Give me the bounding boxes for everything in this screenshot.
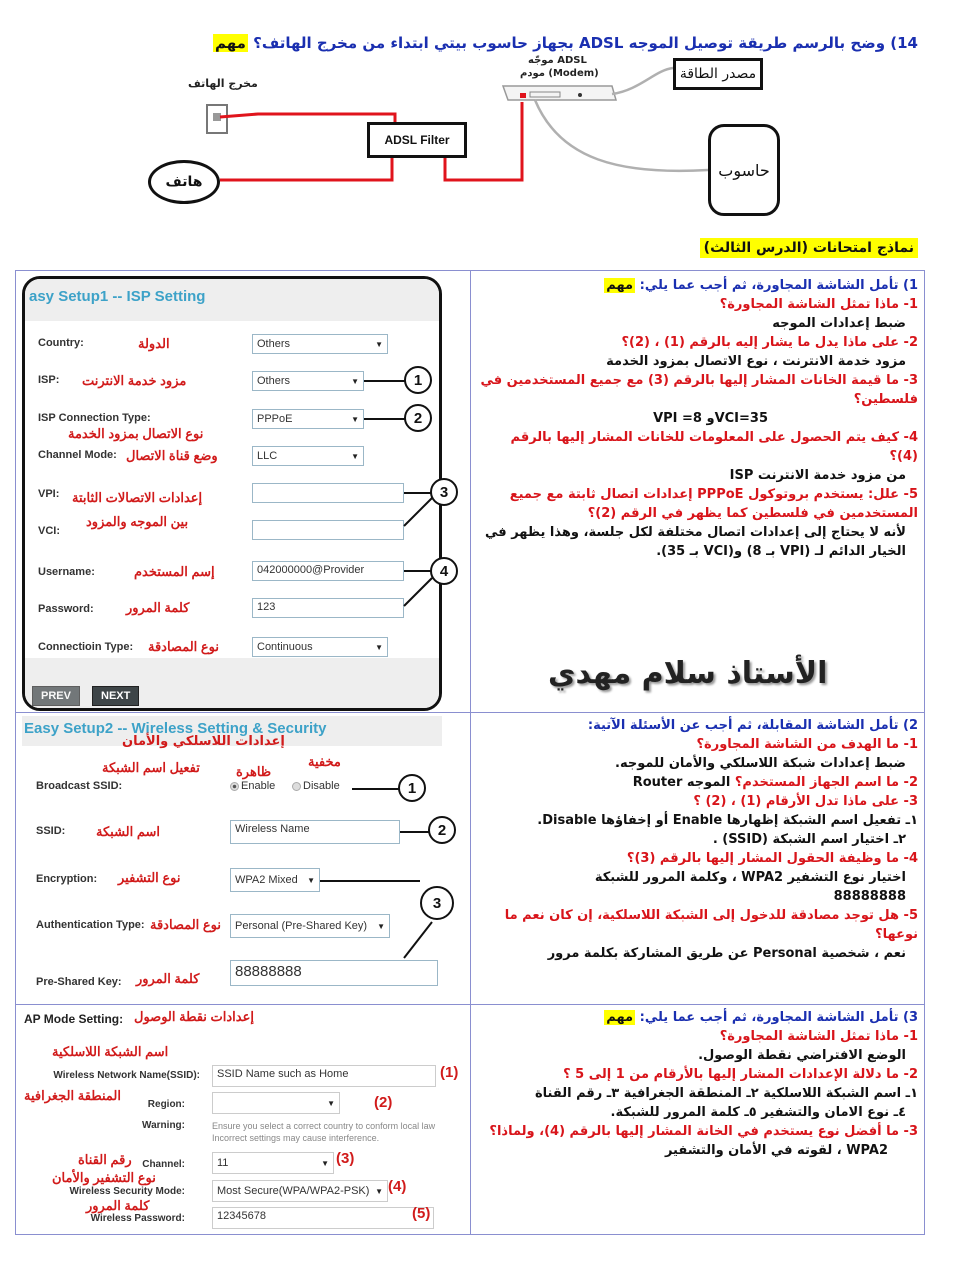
answer: ١ـ تفعيل اسم الشبكة إظهارها Enable أو إخفاؤها Disable. [537,813,918,828]
sub-question: 1- ما الهدف من الشاشة المجاورة؟ [696,737,918,752]
vci-input[interactable] [252,520,404,540]
callout-4: (4) [388,1178,407,1195]
password-label: Password: [38,603,94,615]
conn-type-select[interactable]: PPPoE ▼ [252,409,364,429]
password-input[interactable]: 123 [252,598,404,618]
disable-radio[interactable]: Disable [292,780,340,792]
broadcast-ar-label: تفعيل اسم الشبكة [102,760,200,775]
chevron-down-icon: ▼ [307,875,315,885]
encryption-ar-label: نوع التشفير [118,870,181,885]
channel-label: Channel: [142,1159,185,1170]
wall-outlet-label: مخرج الهاتف [188,77,258,90]
important-badge: مهم [214,34,246,52]
callout-3: 3 [430,478,458,506]
security-mode-label: Wireless Security Mode: [69,1186,185,1197]
password-ar-label: كلمة المرور [86,1198,150,1213]
channel-mode-select[interactable]: LLC ▼ [252,446,364,466]
isp-setting-fields [22,276,449,711]
conn-type-label: ISP Connection Type: [38,412,151,424]
connection-type-select[interactable]: Continuous ▼ [252,637,388,657]
channel-ar-label: رقم القناة [78,1152,132,1167]
ap-mode-ar-title: إعدادات نقطة الوصول [134,1009,254,1024]
answer: ضبط إعدادات الموجه [772,316,906,331]
answer: لأنه لا يحتاج إلى إعدادات اتصال مختلفة لكل جلسة، وهذا يظهر في الخيار الدائم لـ (VPI بـ 8) و(VCI بـ 35). [485,525,906,559]
isp-ar-label: مزود خدمة الانترنت [82,373,187,388]
connection-type-ar-label: نوع المصادقة [148,639,219,654]
answer: نعم ، شخصية Personal عن طريق المشاركة بكلمة مرور [547,946,906,961]
ssid-label: Wireless Network Name(SSID): [53,1070,200,1081]
region-label: Region: [147,1099,185,1110]
vci-label: VCI: [38,525,60,537]
vpi-input[interactable] [252,483,404,503]
psk-input[interactable]: 88888888 [230,960,438,986]
sub-question: 3- ما قيمة الخانات المشار إليها بالرقم (3) مع جميع المستخدمين في فلسطين؟ [480,373,918,407]
modem-label-2: مودم (Modem) [520,68,599,79]
ssid-input[interactable]: SSID Name such as Home [212,1065,436,1087]
sub-question: 2- ما اسم الجهاز المستخدم؟ الموجه Router [632,775,918,790]
radio-checked-icon [230,782,239,791]
auth-type-ar-label: نوع المصادقة [150,917,221,932]
table-row-divider [15,1004,925,1005]
chevron-down-icon: ▼ [321,1158,329,1168]
sub-question: 2- على ماذا يدل ما يشار إليه بالرقم (1) ، (2)؟ [621,335,918,350]
security-mode-select[interactable]: Most Secure(WPA/WPA2-PSK) ▼ [212,1180,388,1202]
ap-mode-screen [22,1008,466,1233]
wireless-password-input[interactable]: 12345678 [212,1207,434,1229]
callout-2: 2 [404,404,432,432]
enable-radio[interactable]: Enable [230,780,275,792]
ssid-input[interactable]: Wireless Name [230,820,400,844]
callout-4: 4 [430,557,458,585]
warning-text: Ensure you select a correct country to conform local law Incorrect settings may cause interference. [212,1121,436,1143]
answer: من مزود خدمة الانترنت ISP [729,468,906,483]
section-title: نماذج امتحانات (الدرس الثالث) [700,238,918,258]
modem-label-1: موجّه ADSL [528,55,587,66]
sub-question: 1- ماذا تمثل الشاشة المجاورة؟ [719,297,918,312]
answer: ٢ـ اختيار اسم الشبكة (SSID) . [712,832,906,847]
disable-ar-label: مخفية [308,754,341,769]
answer: مزود خدمة الانترنت ، نوع الاتصال بمزود الخدمة [606,354,906,369]
answer: اختيار نوع التشفير WPA2 ، وكلمة المرور للشبكة [594,870,906,885]
chevron-down-icon: ▼ [377,921,385,931]
prev-button[interactable]: PREV [32,686,80,706]
question-14-text: 14) وضح بالرسم طريقة توصيل الموجه ADSL بجهاز حاسوب بيتي ابتداء من مخرج الهاتف؟ [253,34,918,52]
username-input[interactable]: 042000000@Provider [252,561,404,581]
chevron-down-icon: ▼ [327,1098,335,1108]
isp-select[interactable]: Others ▼ [252,371,364,391]
channel-mode-ar-label: وضع قناة الاتصال [126,448,218,463]
region-select[interactable] [212,1092,340,1114]
question-intro: 3) تأمل الشاشة المجاورة، ثم أجب عما يلي: مهم [606,1010,918,1025]
country-label: Country: [38,337,84,349]
sub-question: 2- ما دلالة الإعدادات المشار إليها بالأرقام من 1 إلى 5 ؟ [563,1067,918,1082]
question-1-block [478,276,918,561]
username-ar-label: إسم المستخدم [134,564,215,579]
phone-circle: هاتف [148,160,220,204]
chevron-down-icon: ▼ [375,1186,383,1196]
important-badge: مهم [606,1010,634,1025]
screen-title: asy Setup1 -- ISP Setting [25,279,439,321]
vpi-vci-ar-label-2: بين الموجه والمزود [86,514,189,529]
callout-2: (2) [374,1094,393,1111]
wireless-setting-ar-title: إعدادات اللاسلكي والأمان [122,734,285,749]
answer: VPI =8 وVCI=35 [653,411,768,426]
auth-type-label: Authentication Type: [36,919,145,931]
security-ar-label: نوع التشفير والأمان [52,1170,156,1185]
answer: ٤ـ نوع الامان والتشفير ٥ـ كلمة المرور للشبكة. [610,1105,906,1120]
country-select[interactable]: Others ▼ [252,334,388,354]
important-badge: مهم [606,278,634,293]
sub-question: 4- كيف يتم الحصول على المعلومات للخانات المشار إليها بالرقم (4)؟ [510,430,918,464]
password-ar-label: كلمة المرور [126,600,190,615]
callout-3: 3 [420,886,454,920]
broadcast-ssid-label: Broadcast SSID: [36,780,123,792]
chevron-down-icon: ▼ [351,451,359,461]
encryption-select[interactable]: WPA2 Mixed ▼ [230,868,320,892]
chevron-down-icon: ▼ [351,376,359,386]
chevron-down-icon: ▼ [375,339,383,349]
region-ar-label: المنطقة الجغرافية [24,1088,121,1103]
conn-type-ar-label: نوع الاتصال بمزود الخدمة [68,426,204,441]
teacher-name: الأستاذ سلام مهدي [548,656,828,691]
sub-question: 3- على ماذا تدل الأرقام (1) ، (2) ؟ [693,794,918,809]
answer: ضبط إعدادات شبكة اللاسلكي والأمان للموجه. [615,756,906,771]
enable-ar-label: ظاهرة [236,764,272,779]
wireless-setting-title: Easy Setup2 -- Wireless Setting & Security [22,716,442,746]
callout-3: (3) [336,1150,355,1167]
sub-question: 5- هل توجد مصادقة للدخول إلى الشبكة اللاسلكية، إن كان نعم ما نوعها؟ [504,908,918,942]
radio-unchecked-icon [292,782,301,791]
answer: ١ـ اسم الشبكة اللاسلكية ٢ـ المنطقة الجغرافية ٣ـ رقم القناة [535,1086,918,1101]
channel-select[interactable]: 11 ▼ [212,1152,334,1174]
isp-label: ISP: [38,374,60,386]
callout-line-icon [402,920,442,960]
adsl-connection-diagram [0,50,960,230]
chevron-down-icon: ▼ [351,414,359,424]
auth-type-select[interactable]: Personal (Pre-Shared Key) ▼ [230,914,390,938]
vpi-label: VPI: [38,488,60,500]
ssid-ar-label: اسم الشبكة [96,824,161,839]
vpi-vci-ar-label-1: إعدادات الاتصالات الثابتة [72,490,203,505]
country-ar-label: الدولة [138,336,170,351]
answer: 88888888 [833,889,906,904]
password-label: Wireless Password: [90,1213,185,1224]
answer: الوضع الافتراضي نقطة الوصول. [698,1048,906,1063]
next-button[interactable]: NEXT [92,686,139,706]
encryption-label: Encryption: [36,873,98,885]
sub-question: 1- ماذا تمثل الشاشة المجاورة؟ [719,1029,918,1044]
channel-mode-label: Channel Mode: [38,449,117,461]
cables-icon [0,50,960,230]
warning-label: Warning: [142,1120,185,1131]
sub-question: 3- ما أفضل نوع يستخدم في الخانة المشار إليها بالرقم (4)، ولماذا؟ [489,1124,918,1139]
username-label: Username: [38,566,95,578]
computer-box: حاسوب [708,124,780,216]
callout-5: (5) [412,1205,431,1222]
ap-mode-title: AP Mode Setting: [24,1012,124,1026]
wireless-setting-screen [22,746,462,1001]
psk-ar-label: كلمة المرور [136,971,200,986]
question-intro: 1) تأمل الشاشة المجاورة، ثم أجب عما يلي: مهم [606,278,918,293]
answer: WPA2 ، لقوته في الأمان والتشفير [664,1143,888,1158]
ssid-label: SSID: [36,825,66,837]
connection-type-label: Connectioin Type: [38,641,134,653]
sub-question: 5- علل: يستخدم بروتوكول PPPoE إعدادات اتصال ثابتة مع جميع المستخدمين في فلسطين كما يظهر في الرقم (2)؟ [509,487,918,521]
table-row-divider [15,712,925,713]
question-intro: 2) تأمل الشاشة المقابلة، ثم أجب عن الأسئلة الآتية: [587,718,918,733]
question-2-block [478,716,918,963]
callout-1: 1 [404,366,432,394]
sub-question: 4- ما وظيفة الحقول المشار إليها بالرقم (3)؟ [626,851,918,866]
chevron-down-icon: ▼ [375,642,383,652]
callout-1: 1 [398,774,426,802]
psk-label: Pre-Shared Key: [36,976,122,988]
power-source-box: مصدر الطاقة [673,58,763,90]
callout-1: (1) [440,1064,459,1081]
question-3-block [478,1008,918,1160]
adsl-filter-box: ADSL Filter [367,122,467,158]
table-divider [470,270,471,1235]
callout-2: 2 [428,816,456,844]
ssid-ar-label: اسم الشبكة اللاسلكية [52,1044,169,1059]
